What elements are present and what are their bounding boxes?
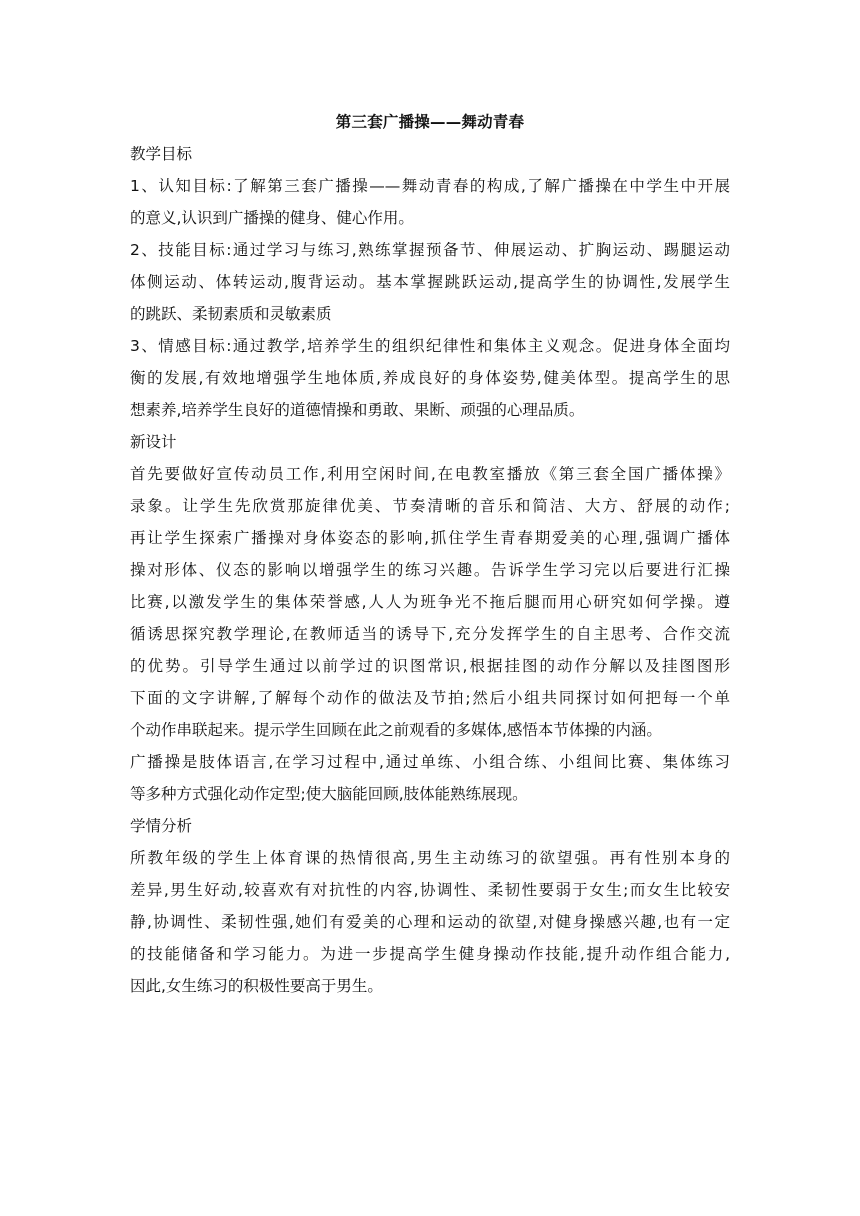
text-line: 的技能储备和学习能力。为进一步提高学生健身操动作技能,提升动作组合能力, xyxy=(130,945,730,963)
document-title: 第三套广播操——舞动青春 xyxy=(335,113,525,131)
text-line: 循诱思探究教学理论,在教师适当的诱导下,充分发挥学生的自主思考、合作交流 xyxy=(130,625,730,643)
text-line: 操对形体、仪态的影响以增强学生的练习兴趣。告诉学生学习完以后要进行汇操 xyxy=(130,561,730,579)
paragraph-design-body xyxy=(130,458,730,810)
text-line: 广播操是肢体语言,在学习过程中,通过单练、小组合练、小组间比赛、集体练习 xyxy=(130,753,730,771)
text-line: 静,协调性、柔韧性强,她们有爱美的心理和运动的欲望,对健身操感兴趣,也有一定 xyxy=(130,913,730,931)
text-line: 3、情感目标:通过教学,培养学生的组织纪律性和集体主义观念。促进身体全面均 xyxy=(130,337,730,355)
section-new-design xyxy=(130,426,730,810)
text-line: 再让学生探索广播操对身体姿态的影响,抓住学生青春期爱美的心理,强调广播体 xyxy=(130,529,730,547)
text-line: 差异,男生好动,较喜欢有对抗性的内容,协调性、柔韧性要弱于女生;而女生比较安 xyxy=(130,881,730,899)
section-heading: 新设计 xyxy=(130,433,177,451)
text-line: 衡的发展,有效地增强学生地体质,养成良好的身体姿势,健美体型。提高学生的思 xyxy=(130,369,730,387)
paragraph-analysis-body xyxy=(130,842,730,1002)
section-learner-analysis xyxy=(130,810,730,1002)
text-line: 因此,女生练习的积极性要高于男生。 xyxy=(130,977,383,995)
text-line: 首先要做好宣传动员工作,利用空闲时间,在电教室播放《第三套全国广播体操》 xyxy=(130,465,730,483)
section-heading: 教学目标 xyxy=(130,145,193,163)
text-line: 等多种方式强化动作定型;使大脑能回顾,肢体能熟练展现。 xyxy=(130,785,528,803)
text-line: 比赛,以激发学生的集体荣誉感,人人为班争光不拖后腿而用心研究如何学操。遵 xyxy=(130,593,730,611)
text-line: 2、技能目标:通过学习与练习,熟练掌握预备节、伸展运动、扩胸运动、踢腿运动 xyxy=(130,241,730,259)
text-line: 的意义,认识到广播操的健身、健心作用。 xyxy=(130,209,414,227)
section-teaching-goals xyxy=(130,138,730,426)
paragraph-cognitive-goal xyxy=(130,170,730,234)
text-line: 所教年级的学生上体育课的热情很高,男生主动练习的欲望强。再有性别本身的 xyxy=(130,849,730,867)
paragraph-emotional-goal xyxy=(130,330,730,426)
text-line: 个动作串联起来。提示学生回顾在此之前观看的多媒体,感悟本节体操的内涵。 xyxy=(130,721,662,739)
text-line: 的跳跃、柔韧素质和灵敏素质 xyxy=(130,305,332,323)
section-heading: 学情分析 xyxy=(130,817,193,835)
text-line: 体侧运动、体转运动,腹背运动。基本掌握跳跃运动,提高学生的协调性,发展学生 xyxy=(130,273,730,291)
text-line: 录象。让学生先欣赏那旋律优美、节奏清晰的音乐和简洁、大方、舒展的动作; xyxy=(130,497,730,515)
text-line: 1、认知目标:了解第三套广播操——舞动青春的构成,了解广播操在中学生中开展 xyxy=(130,177,730,195)
text-line: 的优势。引导学生通过以前学过的识图常识,根据挂图的动作分解以及挂图图形 xyxy=(130,657,730,675)
text-line: 下面的文字讲解,了解每个动作的做法及节拍;然后小组共同探讨如何把每一个单 xyxy=(130,689,730,707)
paragraph-skill-goal xyxy=(130,234,730,330)
document-body xyxy=(130,106,730,1002)
text-line: 想素养,培养学生良好的道德情操和勇敢、果断、顽强的心理品质。 xyxy=(130,401,585,419)
